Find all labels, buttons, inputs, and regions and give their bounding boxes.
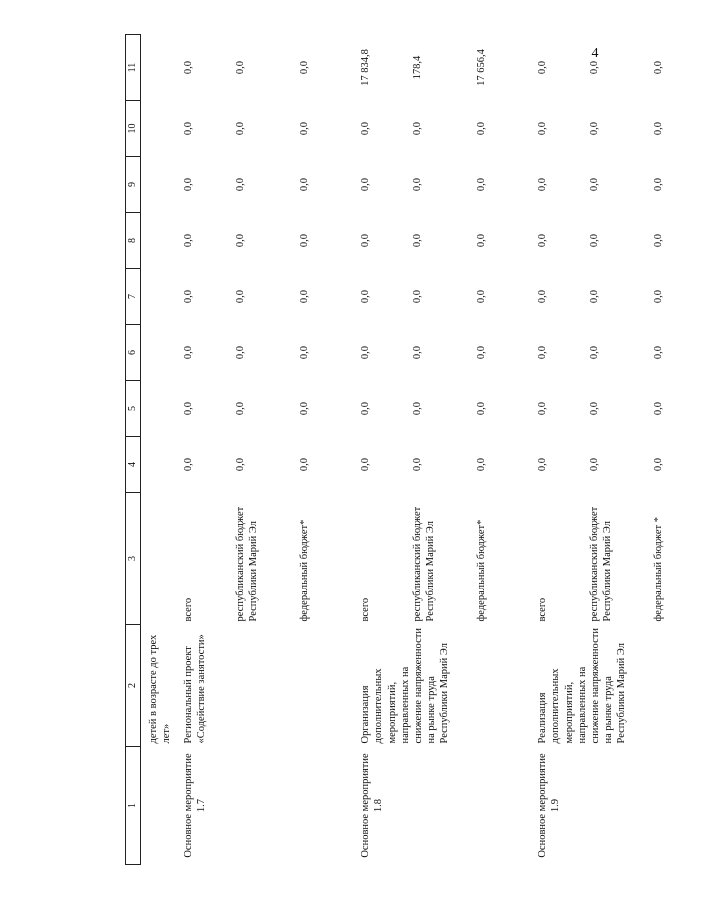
funding-sources [356,493,533,625]
measure-name: Организация дополнительных мероприятий, направленных на снижение напряженности на рынке труда Республики Марий Эл [360,628,450,744]
value: 0,0 [537,233,549,248]
value: 0,0 [235,345,247,360]
value-cell [356,213,533,269]
value: 0,0 [476,345,488,360]
column-number-row [126,35,141,865]
value-cell [179,269,356,325]
value-cell [533,213,710,269]
value: 0,0 [653,457,665,472]
value: 0,0 [360,177,372,192]
table-row [356,35,533,865]
value: 0,0 [537,60,549,75]
funding-source-label: федеральный бюджет* [299,519,311,622]
value: 17 834,8 [360,49,372,86]
value-cell [533,101,710,157]
value: 0,0 [183,121,195,136]
value-cell [356,381,533,437]
value-cell [533,381,710,437]
table-row [179,35,356,865]
value: 0,0 [412,177,424,192]
funding-source-label: республиканский бюджет Республики Марий Эл [412,506,437,622]
value-cell [533,35,710,101]
value: 0,0 [589,457,601,472]
value: 0,0 [235,233,247,248]
value: 0,0 [235,457,247,472]
value: 0,0 [183,401,195,416]
value: 0,0 [476,457,488,472]
value-cell [179,157,356,213]
value-cell [356,325,533,381]
value-cell [356,437,533,493]
value: 0,0 [183,60,195,75]
value: 0,0 [476,289,488,304]
value: 0,0 [299,121,311,136]
value: 0,0 [589,233,601,248]
value: 0,0 [299,289,311,304]
value: 0,0 [235,121,247,136]
value: 0,0 [299,345,311,360]
value: 0,0 [589,177,601,192]
value: 0,0 [360,457,372,472]
funding-source-label: федеральный бюджет* [476,519,488,622]
value-cell [179,213,356,269]
value: 0,0 [653,401,665,416]
value: 0,0 [589,345,601,360]
funding-source-label: всего [183,597,195,622]
value: 0,0 [412,121,424,136]
value: 0,0 [299,177,311,192]
column-number: 4 [126,437,141,493]
value: 0,0 [412,289,424,304]
value: 0,0 [537,289,549,304]
value-cell [356,269,533,325]
budget-table-sheet [125,35,665,865]
funding-source-label: всего [360,597,372,622]
funding-source-label: республиканский бюджет Республики Марий Эл [235,506,260,622]
column-number: 8 [126,213,141,269]
value: 0,0 [537,345,549,360]
value: 0,0 [360,233,372,248]
value-cell [179,381,356,437]
value: 17 656,4 [476,49,488,86]
value: 0,0 [589,60,601,75]
budget-table [125,34,710,865]
value: 0,0 [412,345,424,360]
column-number: 9 [126,157,141,213]
value: 0,0 [537,401,549,416]
measure-label: Основное мероприятие 1.8 [360,753,385,858]
column-number: 10 [126,101,141,157]
value: 0,0 [412,457,424,472]
funding-source-label: республиканский бюджет Республики Марий Эл [589,506,614,622]
column-number: 2 [126,625,141,747]
value: 0,0 [476,177,488,192]
value: 0,0 [476,121,488,136]
funding-sources [533,493,710,625]
column-number: 5 [126,381,141,437]
value: 0,0 [476,233,488,248]
value: 0,0 [653,177,665,192]
value-cell [533,437,710,493]
value-cell [179,325,356,381]
column-number: 1 [126,747,141,865]
value: 0,0 [653,233,665,248]
value: 0,0 [299,401,311,416]
column-number: 6 [126,325,141,381]
value: 0,0 [183,289,195,304]
value: 0,0 [537,457,549,472]
value-cell [179,101,356,157]
measure-name: Региональный проект «Содействие занятости» [183,634,208,744]
value: 0,0 [360,401,372,416]
value: 0,0 [235,177,247,192]
value: 0,0 [537,121,549,136]
value: 0,0 [360,121,372,136]
funding-sources [179,493,356,625]
measure-label: Основное мероприятие 1.9 [537,753,562,858]
value: 0,0 [589,401,601,416]
value-cell [179,437,356,493]
value-cell [356,157,533,213]
value: 0,0 [183,233,195,248]
value: 0,0 [299,60,311,75]
continuation-row [141,35,180,865]
value: 0,0 [589,121,601,136]
value-cell [533,157,710,213]
value: 0,0 [412,233,424,248]
continuation-text: детей в возрасте до трех лет» [148,634,173,744]
value: 0,0 [653,289,665,304]
value-cell [356,101,533,157]
value: 0,0 [299,457,311,472]
column-number: 11 [126,35,141,101]
column-number: 3 [126,493,141,625]
value: 0,0 [183,457,195,472]
table-row [533,35,710,865]
measure-label: Основное мероприятие 1.7 [183,753,208,858]
value: 0,0 [235,289,247,304]
value: 0,0 [412,401,424,416]
value-cell [533,269,710,325]
value-cell [533,325,710,381]
value-cell [179,35,356,101]
value: 178,4 [412,55,424,80]
value: 0,0 [589,289,601,304]
value: 0,0 [360,345,372,360]
value: 0,0 [653,60,665,75]
funding-source-label: федеральный бюджет * [653,516,665,622]
funding-source-label: всего [537,597,549,622]
column-number: 7 [126,269,141,325]
page-number: 4 [591,46,599,61]
value: 0,0 [299,233,311,248]
value: 0,0 [235,401,247,416]
measure-name: Реализация дополнительных мероприятий, направленных на снижение напряженности на рынке труда Республики Марий Эл [537,628,627,744]
value: 0,0 [653,345,665,360]
value: 0,0 [183,177,195,192]
value: 0,0 [235,60,247,75]
value: 0,0 [183,345,195,360]
value-cell [356,35,533,101]
value: 0,0 [476,401,488,416]
value: 0,0 [360,289,372,304]
value: 0,0 [653,121,665,136]
value: 0,0 [537,177,549,192]
